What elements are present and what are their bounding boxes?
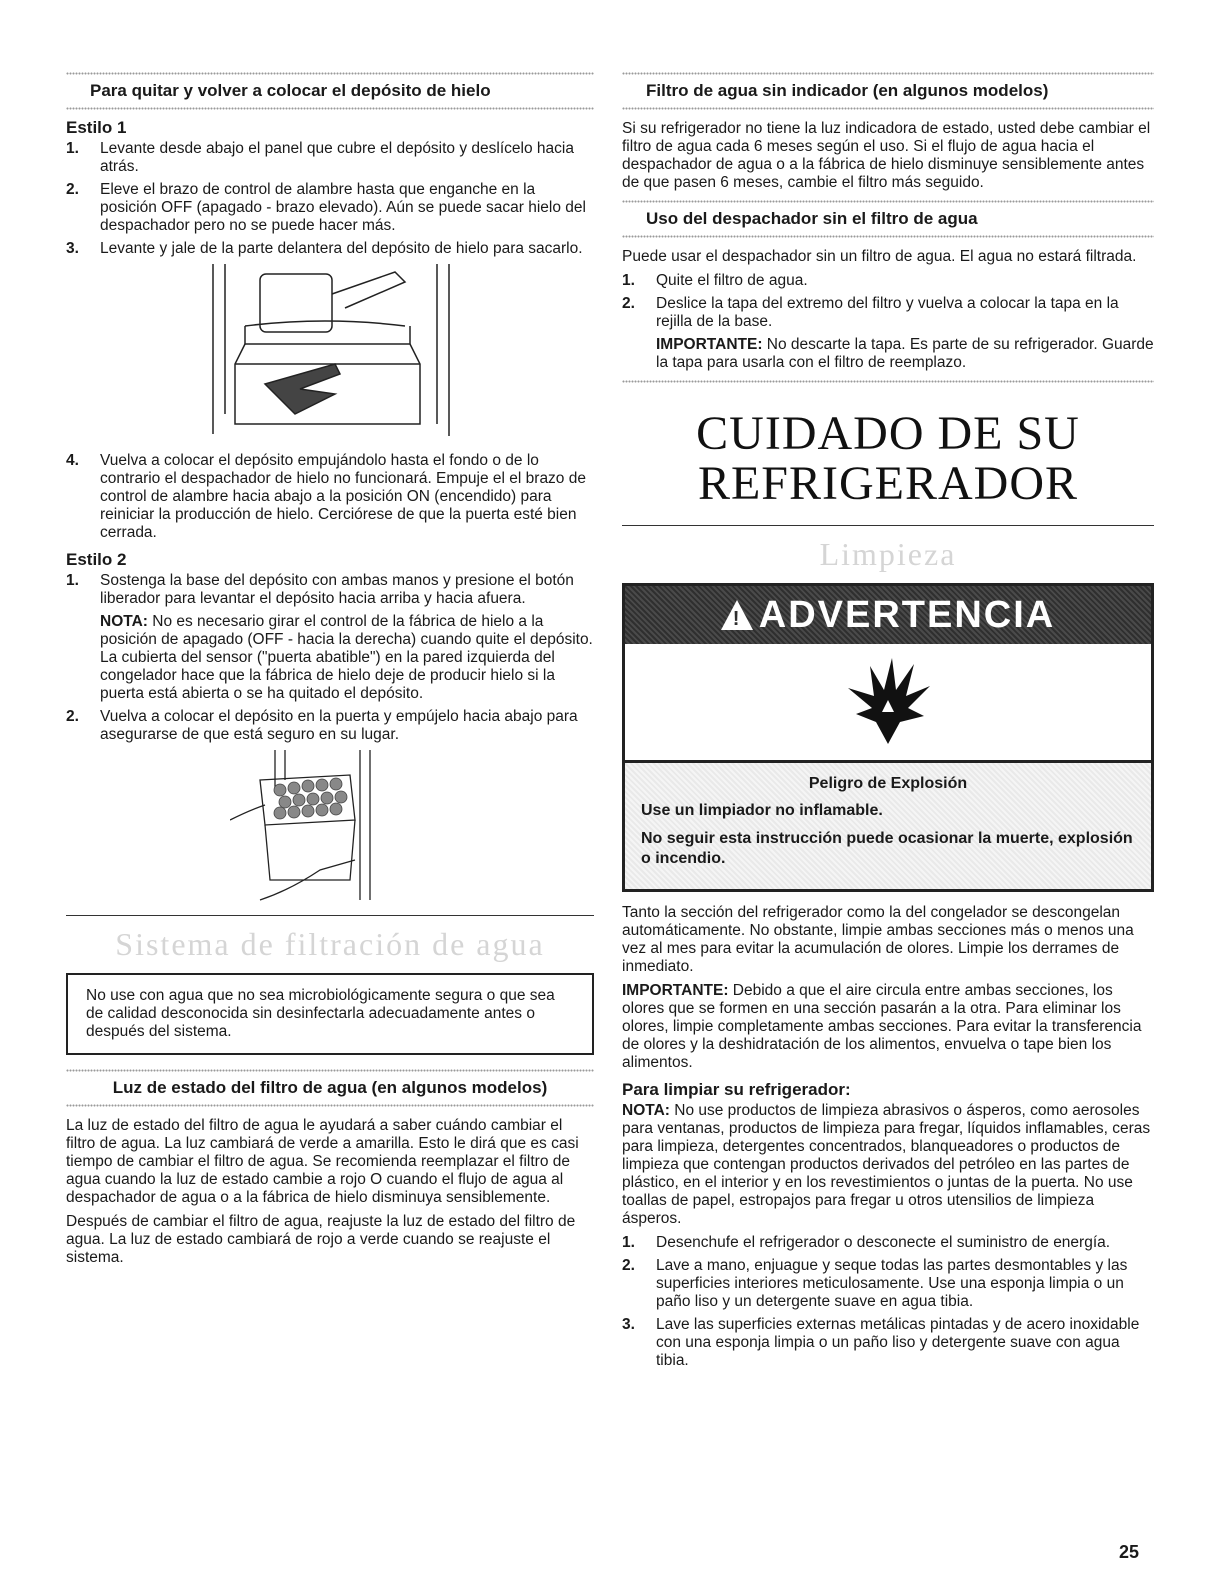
step-text: Levante y jale de la parte delantera del depósito de hielo para sacarlo. bbox=[100, 240, 583, 257]
warning-label: ADVERTENCIA bbox=[758, 593, 1056, 636]
body-paragraph: Si su refrigerador no tiene la luz indicadora de estado, usted debe cambiar el filtro de agua cada 6 meses según el uso. Si el flujo de agua hacia el despachador de agua o a la fábrica de hielo disminuye sensiblemente antes de que pasen 6 meses, cambie el filtro más seguido. bbox=[622, 120, 1151, 191]
step-text: Deslice la tapa del extremo del filtro y vuelva a colocar la tapa en la rejilla de la base. bbox=[656, 295, 1119, 330]
section-rule bbox=[66, 915, 594, 916]
dotted-divider bbox=[622, 235, 1154, 238]
important-note bbox=[656, 336, 1154, 372]
step-text: Vuelva a colocar el depósito empujándolo hasta el fondo o de lo contrario el despachador de hielo no funcionará. Empuje el el brazo de control de alambre hacia abajo a la posición ON (encendido) para reiniciar la producción de hielo. Cerciórese de que la puerta esté bien cerrada. bbox=[100, 452, 586, 541]
step-number: 1. bbox=[66, 572, 79, 589]
body-paragraph: Tanto la sección del refrigerador como la del congelador se descongelan automáticamente. No obstante, limpie ambas secciones más o menos una vez al mes para evitar la acumulación de olores. Limpie los derrames de inmediato. bbox=[622, 904, 1134, 975]
chapter-title-line: REFRIGERADOR bbox=[697, 457, 1079, 510]
list-item bbox=[66, 452, 594, 542]
section-title: Sistema de filtración de agua bbox=[115, 926, 545, 962]
step-number: 2. bbox=[622, 295, 635, 312]
chapter-title-line: CUIDADO DE SU bbox=[696, 407, 1080, 460]
section-rule bbox=[622, 525, 1154, 526]
steps-list bbox=[622, 272, 1154, 372]
step-number: 1. bbox=[66, 140, 79, 157]
list-item bbox=[66, 140, 594, 176]
warning-title: Peligro de Explosión bbox=[808, 775, 968, 792]
list-item bbox=[622, 1257, 1154, 1311]
step-text: Quite el filtro de agua. bbox=[656, 272, 808, 289]
list-item bbox=[622, 1316, 1154, 1370]
list-item bbox=[66, 572, 594, 703]
chapter-title bbox=[622, 409, 1154, 509]
step-text: Lave a mano, enjuague y seque todas las partes desmontables y las superficies interiores meticulosamente. Use una esponja limpia o un paño liso y un detergente suave en agua tibia. bbox=[656, 1257, 1128, 1310]
step-number: 2. bbox=[66, 181, 79, 198]
ice-bin-illustration bbox=[205, 264, 455, 444]
section-heading: Uso del despachador sin el filtro de agua bbox=[646, 209, 978, 228]
body-paragraph: Después de cambiar el filtro de agua, reajuste la luz de estado del filtro de agua. La luz de estado cambiará de rojo a verde cuando se reajuste el sistema. bbox=[66, 1213, 576, 1266]
warning-line: No seguir esta instrucción puede ocasionar la muerte, explosión o incendio. bbox=[641, 830, 1133, 867]
explosion-icon-panel bbox=[625, 644, 1151, 763]
dotted-divider bbox=[622, 107, 1154, 110]
step-number: 3. bbox=[622, 1316, 635, 1333]
steps-list bbox=[66, 140, 594, 258]
dotted-divider bbox=[66, 107, 594, 110]
ice-bin-door-illustration bbox=[230, 750, 430, 905]
body-paragraph: Puede usar el despachador sin un filtro de agua. El agua no estará filtrada. bbox=[622, 248, 1137, 265]
list-item bbox=[66, 240, 594, 258]
step-number: 2. bbox=[622, 1257, 635, 1274]
list-item bbox=[622, 295, 1154, 372]
step-text: Levante desde abajo el panel que cubre el depósito y deslícelo hacia atrás. bbox=[100, 140, 574, 175]
note-label: NOTA: bbox=[100, 613, 148, 630]
warning-triangle-icon bbox=[721, 600, 753, 630]
body-paragraph: La luz de estado del filtro de agua le ayudará a saber cuándo cambiar el filtro de agua. La luz cambiará de verde a amarilla. Esto le dirá que es casi tiempo de cambiar el filtro de agua. Se recomienda reemplazar el filtro de agua cuando la luz de estado cambie a rojo O cuando el flujo de agua al despachador de agua o a la fábrica de hielo disminuya sensiblemente. bbox=[66, 1117, 579, 1206]
style-heading: Estilo 2 bbox=[66, 550, 127, 569]
warning-box bbox=[622, 583, 1154, 892]
section-heading: Para quitar y volver a colocar el depósito de hielo bbox=[90, 81, 491, 100]
step-text: Vuelva a colocar el depósito en la puerta y empújelo hacia abajo para asegurarse de que está seguro en su lugar. bbox=[100, 708, 578, 743]
page-number: 25 bbox=[1118, 1542, 1139, 1562]
steps-list bbox=[66, 452, 594, 542]
warning-body bbox=[625, 763, 1151, 889]
warning-banner bbox=[625, 586, 1151, 644]
important-text: No descarte la tapa. Es parte de su refrigerador. Guarde la tapa para usarla con el filtro de reemplazo. bbox=[656, 336, 1154, 371]
left-column bbox=[66, 72, 594, 1273]
list-item bbox=[66, 708, 594, 744]
section-heading: Filtro de agua sin indicador (en algunos modelos) bbox=[646, 81, 1049, 100]
section-heading: Luz de estado del filtro de agua (en algunos modelos) bbox=[112, 1078, 548, 1097]
step-text: Eleve el brazo de control de alambre hasta que enganche en la posición OFF (apagado - brazo elevado). Aún se puede sacar hielo del despachador pero no se puede hacer más. bbox=[100, 181, 586, 234]
steps-list bbox=[66, 572, 594, 744]
step-text: Sostenga la base del depósito con ambas manos y presione el botón liberador para levantar el depósito hacia arriba y hacia afuera. bbox=[100, 572, 574, 607]
note-label: NOTA: bbox=[622, 1102, 670, 1119]
steps-list bbox=[622, 1234, 1154, 1370]
step-number: 1. bbox=[622, 1234, 635, 1251]
warning-line: Use un limpiador no inflamable. bbox=[641, 802, 883, 819]
step-number: 1. bbox=[622, 272, 635, 289]
dotted-divider bbox=[66, 1104, 594, 1107]
list-item bbox=[622, 272, 1154, 290]
caution-text: No use con agua que no sea microbiológicamente segura o que sea de calidad desconocida sin desinfectarla adecuadamente antes o después del sistema. bbox=[86, 987, 555, 1040]
step-number: 3. bbox=[66, 240, 79, 257]
subsection-heading: Para limpiar su refrigerador: bbox=[622, 1080, 851, 1099]
caution-box bbox=[66, 973, 594, 1055]
important-text: Debido a que el aire circula entre ambas secciones, los olores que se formen en una sección pasarán a la otra. Para eliminar los olores, limpie completamente ambas secciones. Para evitar la transferencia de olores y la deshidratación de los alimentos, envuelva o tape bien los alimentos. bbox=[622, 982, 1142, 1071]
section-title: Limpieza bbox=[819, 536, 957, 572]
important-label: IMPORTANTE: bbox=[656, 336, 763, 353]
explosion-icon bbox=[838, 652, 938, 752]
style-heading: Estilo 1 bbox=[66, 118, 127, 137]
note-paragraph bbox=[622, 1102, 1154, 1228]
dotted-divider bbox=[622, 380, 1154, 383]
step-number: 4. bbox=[66, 452, 79, 469]
list-item bbox=[66, 181, 594, 235]
step-text: Desenchufe el refrigerador o desconecte el suministro de energía. bbox=[656, 1234, 1111, 1251]
step-number: 2. bbox=[66, 708, 79, 725]
step-text: Lave las superficies externas metálicas pintadas y de acero inoxidable con una esponja limpia o un paño liso y detergente suave con agua tibia. bbox=[656, 1316, 1140, 1369]
right-column bbox=[622, 72, 1154, 1375]
list-item bbox=[622, 1234, 1154, 1252]
important-paragraph bbox=[622, 982, 1154, 1072]
note-paragraph bbox=[100, 613, 594, 703]
note-text: No use productos de limpieza abrasivos o ásperos, como aerosoles para ventanas, productos de limpieza para fregar, líquidos inflamables, ceras para limpieza, detergentes concentrados, blanqueadores o productos de limpieza que contengan productos derivados del petróleo en las partes de plástico, en el interior y en los revestimientos o juntas de la puerta. No use toallas de papel, estropajos para fregar u otros utensilios de limpieza ásperos. bbox=[622, 1102, 1151, 1227]
important-label: IMPORTANTE: bbox=[622, 982, 729, 999]
note-text: No es necesario girar el control de la fábrica de hielo a la posición de apagado (OFF - hacia la derecha) cuando quite el depósito. La cubierta del sensor ("puerta abatible") en la pared izquierda del congelador hace que la fábrica de hielo deje de producir hielo si la puerta está abierta o se ha quitado el depósito. bbox=[100, 613, 593, 702]
